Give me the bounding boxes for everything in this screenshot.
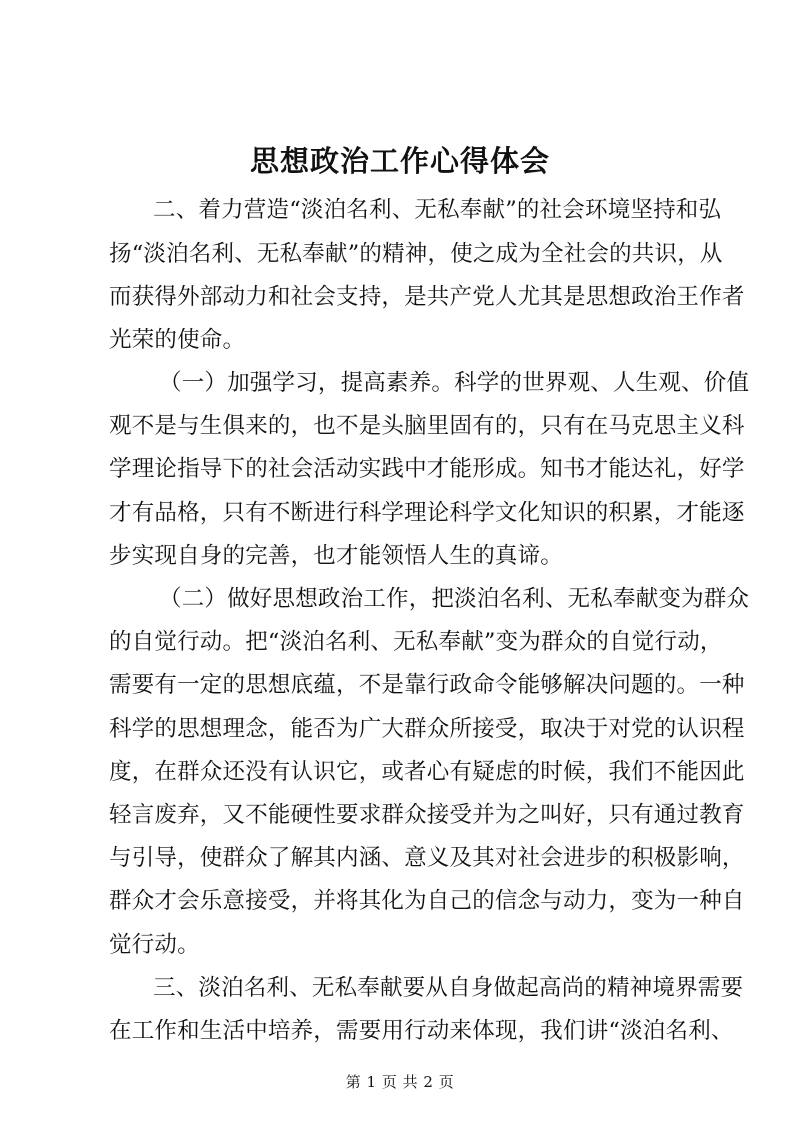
- paragraph-line: 而获得外部动力和社会支持，是共产党人尤其是思想政治王作者: [109, 284, 745, 310]
- paragraph-line: 观不是与生俱来的，也不是头脑里固有的，只有在马克思主义科: [109, 413, 745, 439]
- paragraph-line: （一）加强学习，提高素养。科学的世界观、人生观、价值: [159, 370, 750, 396]
- paragraph-line: 科学的思想理念，能否为广大群众所接受，取决于对党的认识程: [109, 716, 745, 742]
- paragraph-line: 群众才会乐意接受，并将其化为自己的信念与动力，变为一种自: [109, 888, 745, 914]
- paragraph-line: 才有品格，只有不断进行科学理论科学文化知识的积累，才能逐: [109, 500, 745, 526]
- paragraph-line: （二）做好思想政治工作，把淡泊名利、无私奉献变为群众: [159, 586, 750, 612]
- paragraph-line: 与引导，使群众了解其内涵、意义及其对社会进步的积极影响，: [109, 845, 745, 871]
- paragraph-line: 的自觉行动。把“淡泊名利、无私奉献”变为群众的自觉行动，: [109, 629, 723, 655]
- paragraph-line: 需要有一定的思想底蕴，不是靠行政命令能够解决问题的。一种: [109, 672, 745, 698]
- paragraph-line: 二、着力营造“淡泊名利、无私奉献”的社会环境坚持和弘: [153, 197, 722, 223]
- document-title: 思想政治工作心得体会: [249, 144, 550, 178]
- page-number: 第 1 页 共 2 页: [345, 1073, 455, 1091]
- paragraph-line: 觉行动。: [109, 932, 200, 958]
- paragraph-line: 光荣的使命。: [109, 327, 246, 353]
- paragraph-line: 扬“淡泊名利、无私奉献”的精神，使之成为全社会的共识，从: [109, 241, 723, 267]
- paragraph-line: 三、淡泊名利、无私奉献要从自身做起高尚的精神境界需要: [153, 975, 744, 1001]
- paragraph-line: 度，在群众还没有认识它，或者心有疑虑的时候，我们不能因此: [109, 759, 745, 785]
- paragraph-line: 步实现自身的完善，也才能领悟人生的真谛。: [109, 543, 564, 569]
- paragraph-line: 轻言废弃，又不能硬性要求群众接受并为之叫好，只有通过教育: [109, 802, 745, 828]
- paragraph-line: 在工作和生活中培养，需要用行动来体现，我们讲“淡泊名利、: [109, 1018, 734, 1044]
- paragraph-line: 学理论指导下的社会活动实践中才能形成。知书才能达礼，好学: [109, 456, 745, 482]
